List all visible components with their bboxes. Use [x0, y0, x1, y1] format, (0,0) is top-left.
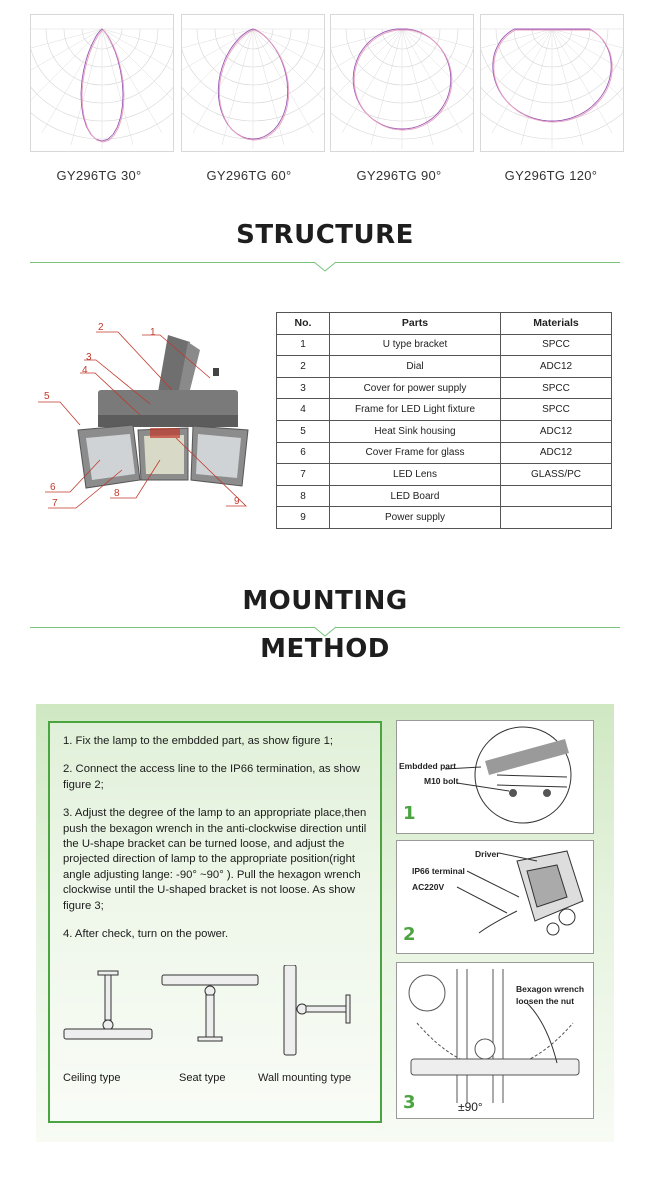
step-2: 2. Connect the access line to the IP66 termination, as show figure 2;: [63, 763, 361, 791]
cell-no: 2: [277, 356, 330, 378]
cell-part: Power supply: [330, 507, 501, 529]
cell-no: 3: [277, 377, 330, 399]
cell-part: U type bracket: [330, 334, 501, 356]
polar-plot-2: [181, 14, 325, 152]
cell-part: Frame for LED Light fixture: [330, 399, 501, 421]
cell-part: Dial: [330, 356, 501, 378]
step-4: 4. After check, turn on the power.: [63, 928, 229, 941]
cell-no: 7: [277, 464, 330, 486]
callout-lines: [0, 320, 260, 520]
cell-part: LED Board: [330, 485, 501, 507]
structure-title: STRUCTURE: [236, 220, 414, 250]
fig3-label-bexagon-wrench: Bexagon wrench: [516, 984, 585, 994]
cell-part: Heat Sink housing: [330, 420, 501, 442]
fig2-label-driver: Driver: [475, 849, 500, 859]
callout-5: 5: [44, 391, 50, 402]
polar-plot-3: [330, 14, 474, 152]
header-materials: Materials: [501, 313, 612, 335]
step-3: 3. Adjust the degree of the lamp to an appropriate place,then push the bexagon wrench in the anti-clockwise direction until the U-shape bracket can be turned loose, and adjust the projected direction of lamp to the appropriate position(right angle adjusting lange: -90° ~90° ). Pull the hexagon wrench clockwise until the U-shaped bracket is not loose. As show figure 3;: [63, 807, 367, 912]
cell-part: LED Lens: [330, 464, 501, 486]
cell-part: Cover Frame for glass: [330, 442, 501, 464]
table-row: [277, 420, 612, 442]
callout-8: 8: [114, 488, 120, 499]
fig3-label-loosen-nut: loosen the nut: [516, 996, 575, 1006]
beam-caption-30: GY296TG 30°: [56, 168, 142, 183]
callout-7: 7: [52, 498, 58, 509]
callout-3: 3: [86, 352, 92, 363]
divider-notch: [314, 261, 336, 272]
beam-caption-90: GY296TG 90°: [356, 168, 442, 183]
cell-material: ADC12: [501, 356, 612, 378]
table-row: [277, 334, 612, 356]
fig3-number: 3: [403, 1092, 416, 1113]
mounting-type-drawings: [60, 965, 360, 1065]
polar-plot-1: [30, 14, 174, 152]
fig2-label-ac220v: AC220V: [412, 882, 445, 892]
fig1-number: 1: [403, 803, 416, 824]
mounting-steps: [63, 734, 368, 955]
table-row: [277, 377, 612, 399]
beam-caption-120: GY296TG 120°: [504, 168, 598, 183]
cell-part: Cover for power supply: [330, 377, 501, 399]
wall-type-label: Wall mounting type: [258, 1072, 352, 1084]
cell-no: 6: [277, 442, 330, 464]
callout-6: 6: [50, 482, 56, 493]
cell-material: SPCC: [501, 377, 612, 399]
table-row: [277, 485, 612, 507]
cell-material: GLASS/PC: [501, 464, 612, 486]
step-1: 1. Fix the lamp to the embdded part, as show figure 1;: [63, 735, 334, 747]
cell-material: SPCC: [501, 334, 612, 356]
fig1-label-embedded-part: Embdded part: [399, 761, 457, 771]
fig2-number: 2: [403, 924, 416, 945]
callout-1: 1: [150, 327, 156, 338]
table-row: [277, 356, 612, 378]
beam-caption-60: GY296TG 60°: [206, 168, 292, 183]
polar-plot-4: [480, 14, 624, 152]
cell-material: ADC12: [501, 442, 612, 464]
header-no: No.: [277, 313, 330, 335]
cell-material: SPCC: [501, 399, 612, 421]
fig2-label-ip66-terminal: IP66 terminal: [412, 866, 465, 876]
cell-no: 8: [277, 485, 330, 507]
cell-material: ADC12: [501, 420, 612, 442]
parts-table: [276, 312, 612, 529]
fig1-label-m10-bolt: M10 bolt: [424, 776, 459, 786]
mounting-title-line1: MOUNTING: [242, 586, 408, 616]
header-parts: Parts: [330, 313, 501, 335]
fig3-label-angle: ±90°: [458, 1100, 483, 1114]
table-row: [277, 507, 612, 529]
cell-no: 9: [277, 507, 330, 529]
table-header-row: [277, 313, 612, 335]
cell-material: [501, 507, 612, 529]
cell-no: 5: [277, 420, 330, 442]
cell-no: 4: [277, 399, 330, 421]
table-row: [277, 442, 612, 464]
callout-4: 4: [82, 365, 88, 376]
callout-2: 2: [98, 322, 104, 333]
ceiling-type-label: Ceiling type: [63, 1072, 121, 1084]
seat-type-label: Seat type: [179, 1072, 226, 1084]
table-row: [277, 399, 612, 421]
cell-no: 1: [277, 334, 330, 356]
callout-9: 9: [234, 496, 240, 507]
mounting-title-line2: METHOD: [260, 634, 390, 664]
cell-material: [501, 485, 612, 507]
table-row: [277, 464, 612, 486]
